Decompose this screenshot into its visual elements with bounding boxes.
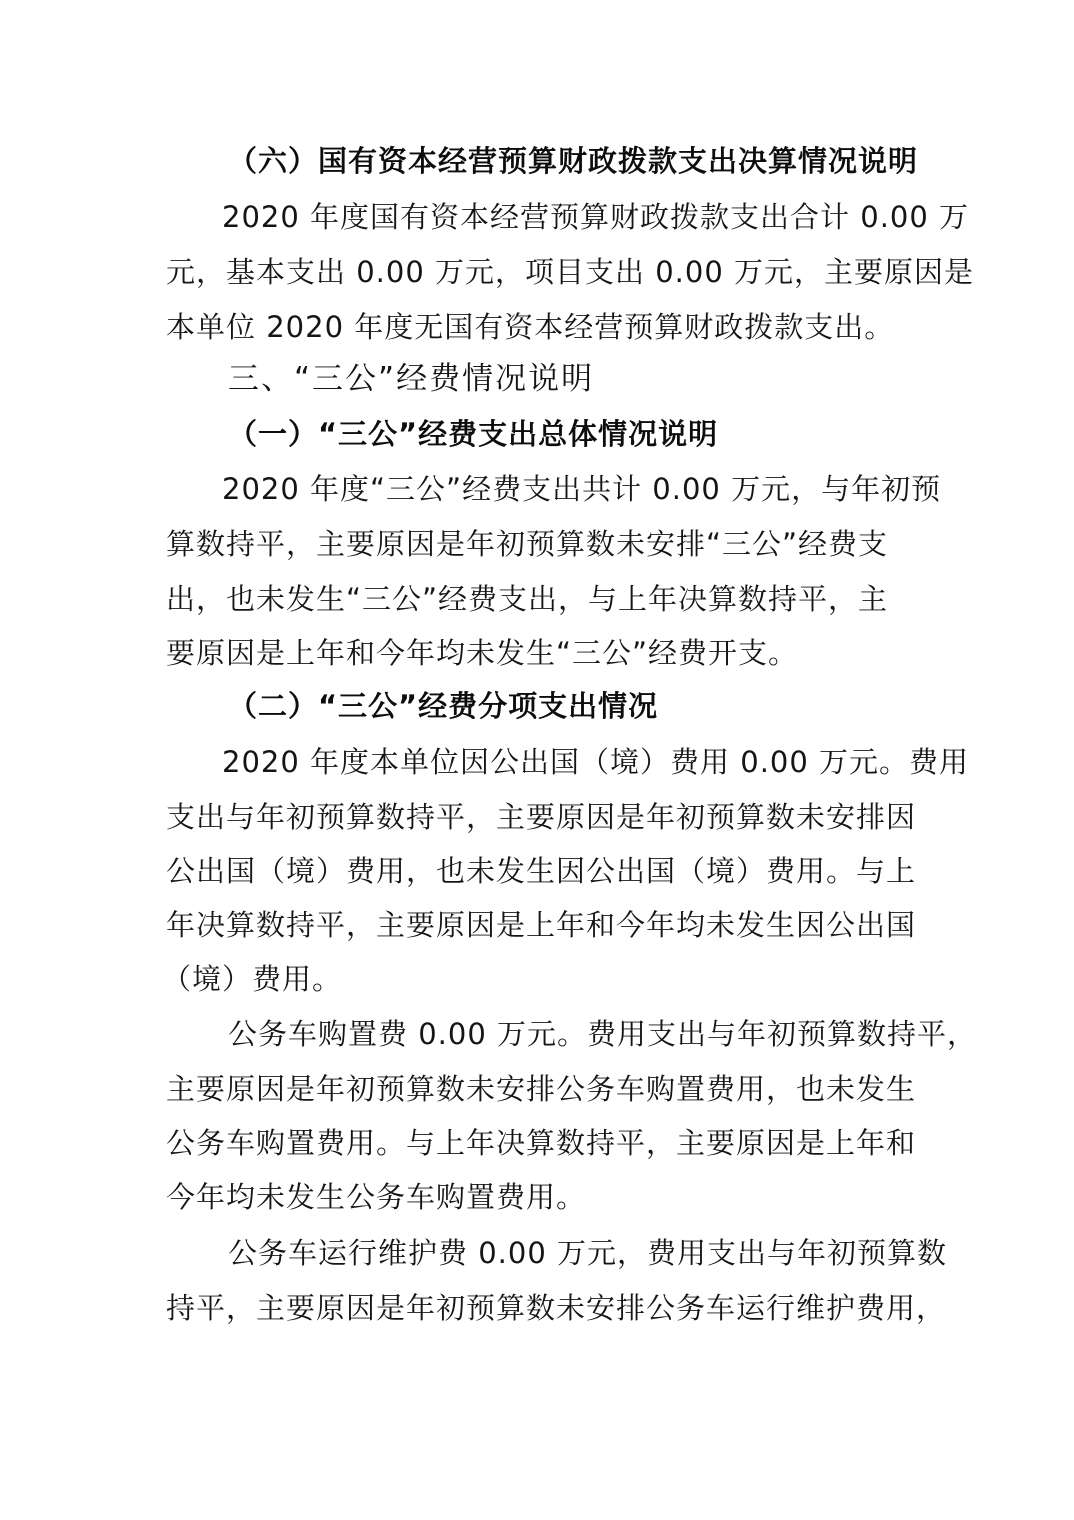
paragraph-line: 公务车购置费用。与上年决算数持平，主要原因是上年和 xyxy=(166,1126,917,1160)
heading-six: （六）国有资本经营预算财政拨款支出决算情况说明 xyxy=(228,144,919,178)
paragraph-line: 公务车运行维护费 0.00 万元，费用支出与年初预算数 xyxy=(228,1236,948,1270)
paragraph-line: 公务车购置费 0.00 万元。费用支出与年初预算数持平， xyxy=(228,1017,978,1051)
paragraph-line: 2020 年度本单位因公出国（境）费用 0.00 万元。费用 xyxy=(222,745,970,779)
section-three-title: 三、“三公”经费情况说明 xyxy=(228,361,595,397)
paragraph-line: 2020 年度国有资本经营预算财政拨款支出合计 0.00 万 xyxy=(222,200,970,234)
paragraph-line: 公出国（境）费用，也未发生因公出国（境）费用。与上 xyxy=(166,854,917,888)
paragraph-line: 算数持平，主要原因是年初预算数未安排“三公”经费支 xyxy=(166,527,889,561)
paragraph-line: 年决算数持平，主要原因是上年和今年均未发生因公出国 xyxy=(166,908,917,942)
paragraph-line: 出，也未发生“三公”经费支出，与上年决算数持平，主 xyxy=(166,582,889,616)
paragraph-line: 本单位 2020 年度无国有资本经营预算财政拨款支出。 xyxy=(166,310,895,344)
paragraph-line: 2020 年度“三公”经费支出共计 0.00 万元，与年初预 xyxy=(222,472,942,506)
paragraph-line: 支出与年初预算数持平，主要原因是年初预算数未安排因 xyxy=(166,800,917,834)
heading-one: （一）“三公”经费支出总体情况说明 xyxy=(228,417,719,451)
paragraph-line: 主要原因是年初预算数未安排公务车购置费用，也未发生 xyxy=(166,1072,917,1106)
paragraph-line: （境）费用。 xyxy=(162,962,343,996)
paragraph-line: 今年均未发生公务车购置费用。 xyxy=(166,1180,587,1214)
paragraph-line: 元，基本支出 0.00 万元，项目支出 0.00 万元，主要原因是 xyxy=(166,255,975,289)
heading-two: （二）“三公”经费分项支出情况 xyxy=(228,689,659,723)
paragraph-line: 要原因是上年和今年均未发生“三公”经费开支。 xyxy=(166,636,799,670)
paragraph-line: 持平，主要原因是年初预算数未安排公务车运行维护费用， xyxy=(166,1291,947,1325)
